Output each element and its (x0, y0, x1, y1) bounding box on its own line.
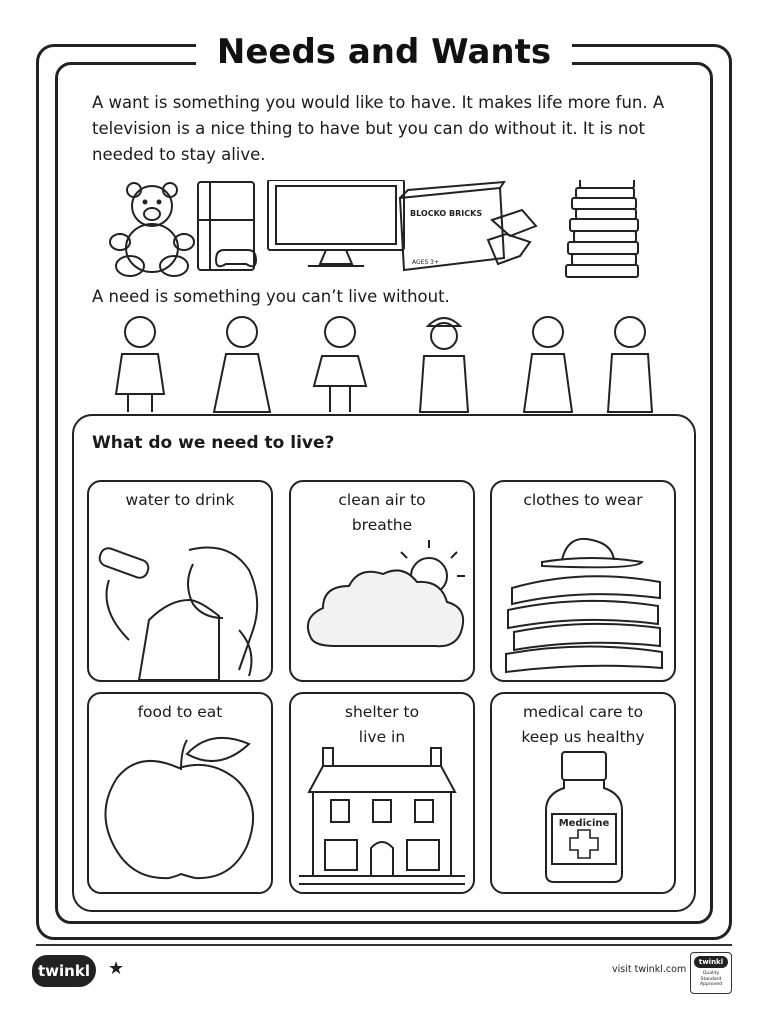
need-sentence: A need is something you can’t live without. (92, 287, 450, 306)
title-wrap (196, 26, 572, 78)
footer-divider (36, 944, 732, 946)
twinkl-logo-text: twinkl (38, 962, 90, 980)
need-card-air (289, 480, 475, 682)
apple-icon (89, 732, 271, 892)
quality-badge (690, 952, 732, 994)
woman-person-icon (214, 317, 270, 412)
blocks-box-icon (400, 182, 536, 270)
page-title: Needs and Wants (216, 32, 552, 72)
boy-person-icon (608, 317, 652, 412)
need-card-food (87, 692, 273, 894)
visit-link[interactable]: visit twinkl.com (612, 964, 687, 975)
need-card-label: medical care to keep us healthy (521, 703, 645, 746)
need-card-label: food to eat (137, 703, 223, 721)
worker-person-icon (420, 318, 468, 412)
need-card-label: clean air to breathe (338, 491, 426, 534)
child-person-icon (116, 317, 164, 412)
drinking-child-icon (89, 520, 271, 680)
star-icon[interactable]: ★ (108, 958, 125, 979)
wants-illustrations (100, 180, 670, 280)
girl-person-icon (314, 317, 366, 412)
medicine-label: Medicine (558, 818, 610, 829)
need-card-clothes (490, 480, 676, 682)
people-illustrations (100, 314, 670, 414)
twinkl-logo[interactable] (32, 955, 96, 987)
grandmother-person-icon (524, 317, 572, 412)
clothes-pile-icon (492, 514, 674, 680)
want-paragraph: A want is something you would like to have. It makes life more fun. A television is a nice thing to have but you can do without it. It is not needed to stay alive. (92, 93, 665, 164)
books-stack-icon (566, 180, 638, 277)
medicine-bottle-icon (492, 750, 674, 892)
need-card-water (87, 480, 273, 682)
need-card-medical (490, 692, 676, 894)
need-card-label: water to drink (125, 491, 235, 509)
teddy-bear-icon (110, 183, 194, 276)
television-icon (268, 180, 404, 266)
cloud-sun-icon (291, 530, 473, 680)
blocks-box-age: AGES 3+ (412, 259, 439, 266)
badge-brand: twinkl (694, 956, 728, 968)
section-question: What do we need to live? (92, 433, 335, 453)
house-icon (291, 742, 473, 892)
game-console-icon (198, 182, 256, 270)
blocks-box-label: BLOCKO BRICKS (410, 209, 483, 218)
badge-text: Quality Standard Approved (699, 971, 723, 988)
need-card-shelter (289, 692, 475, 894)
need-card-label: shelter to live in (344, 703, 420, 746)
need-card-label: clothes to wear (523, 491, 643, 509)
